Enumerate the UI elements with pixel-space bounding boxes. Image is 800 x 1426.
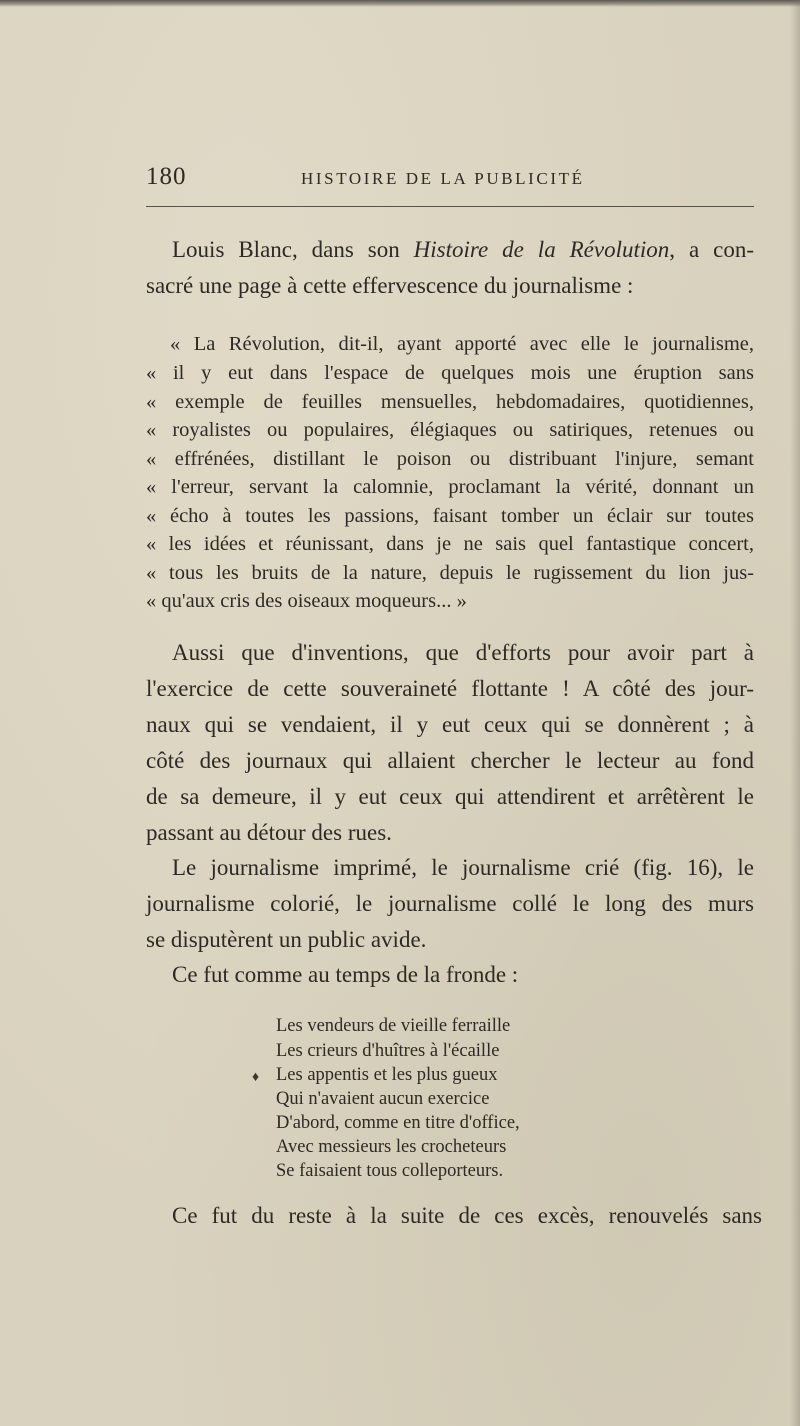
- text-line: journalisme colorié, le journalisme collé le long des murs: [146, 891, 754, 916]
- quote-line: « qu'aux cris des oiseaux moqueurs... »: [146, 590, 467, 612]
- verse-line: Les crieurs d'huîtres à l'écaille: [276, 1041, 500, 1061]
- verse-line: Les appentis et les plus gueux: [276, 1065, 498, 1085]
- text-line: côté des journaux qui allaient chercher le lecteur au fond: [146, 748, 754, 773]
- verse-line: Avec messieurs les crocheteurs: [276, 1137, 507, 1157]
- verse-line: Se faisaient tous colleporteurs.: [276, 1161, 504, 1181]
- running-title: HISTOIRE DE LA PUBLICITÉ: [301, 169, 585, 188]
- quote-line: « La Révolution, dit-il, ayant apporté avec elle le journalisme,: [170, 333, 754, 355]
- text-line: passant au détour des rues.: [146, 820, 392, 845]
- verse-line: Les vendeurs de vieille ferraille: [276, 1016, 511, 1036]
- page-top-edge: [0, 0, 800, 7]
- page-number: 180: [146, 163, 187, 190]
- text-line: Le journalisme imprimé, le journalisme crié (fig. 16), le: [172, 855, 754, 880]
- text-line: naux qui se vendaient, il y eut ceux qui se donnèrent ; à: [146, 712, 754, 737]
- quote-line: « royalistes ou populaires, élégiaques ou satiriques, retenues ou: [146, 419, 754, 441]
- quote-line: « écho à toutes les passions, faisant tomber un éclair sur toutes: [146, 505, 754, 527]
- quote-line: « tous les bruits de la nature, depuis le rugissement du lion jus-: [146, 562, 754, 584]
- text-line: de sa demeure, il y eut ceux qui attendirent et arrêtèrent le: [146, 784, 754, 809]
- page-header: [146, 163, 754, 193]
- paragraph-fronde: Ce fut comme au temps de la fronde :: [172, 962, 519, 987]
- intro-line-2: sacré une page à cette effervescence du journalisme :: [146, 273, 634, 298]
- header-rule: [146, 206, 754, 207]
- quote-line: « exemple de feuilles mensuelles, hebdomadaires, quotidiennes,: [146, 391, 754, 413]
- text-line: l'exercice de cette souveraineté flottante ! A côté des jour-: [146, 676, 754, 701]
- quote-line: « effrénées, distillant le poison ou distribuant l'injure, semant: [146, 448, 754, 470]
- quote-line: « il y eut dans l'espace de quelques mois une éruption sans: [146, 362, 754, 384]
- verse-line: Qui n'avaient aucun exercice: [276, 1089, 490, 1109]
- book-title: Histoire de la Révolution: [413, 237, 670, 262]
- intro-line-1: Louis Blanc, dans son Histoire de la Révolution, a con-: [172, 237, 754, 262]
- paragraph-final: Ce fut du reste à la suite de ces excès, renouvelés sans: [172, 1203, 762, 1228]
- quote-line: « les idées et réunissant, dans je ne sais quel fantastique concert,: [146, 533, 754, 555]
- quote-line: « l'erreur, servant la calomnie, proclamant la vérité, donnant un: [146, 476, 754, 498]
- verse-line: D'abord, comme en titre d'office,: [276, 1113, 520, 1133]
- text-line: Aussi que d'inventions, que d'efforts pour avoir part à: [172, 640, 754, 665]
- text-line: se disputèrent un public avide.: [146, 927, 427, 952]
- page-right-edge: [790, 0, 800, 1426]
- ink-speck: ♦: [252, 1070, 260, 1085]
